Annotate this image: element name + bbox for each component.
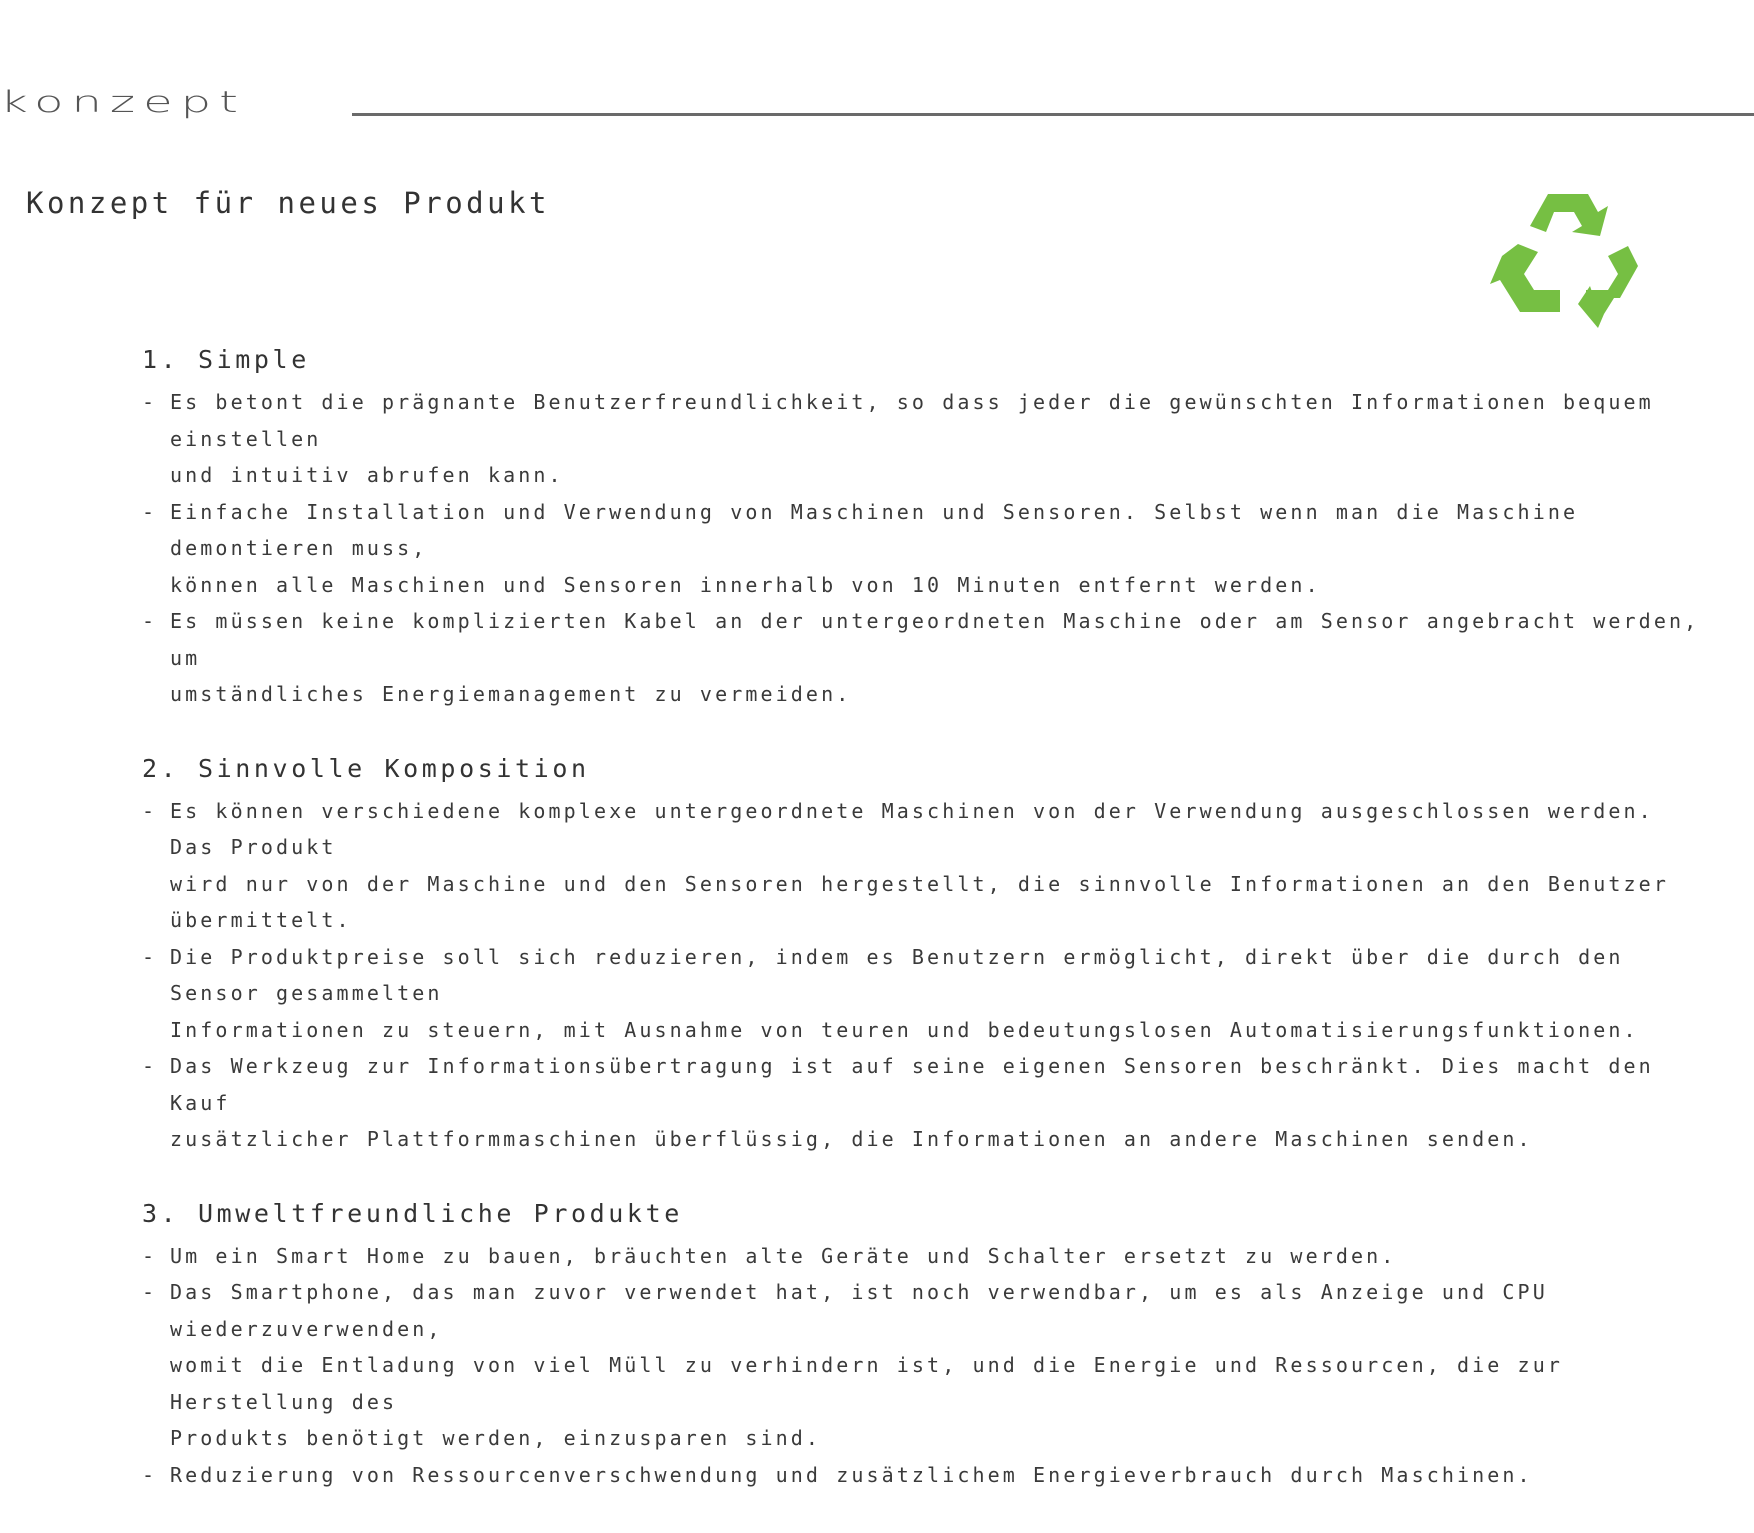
section-heading: 2. Sinnvolle Komposition bbox=[142, 753, 590, 783]
header-divider bbox=[352, 113, 1754, 116]
list-item: - Reduzierung von Ressourcenverschwendung und zusätzlichem Energieverbrauch durch Maschinen. bbox=[142, 1462, 1533, 1487]
list-item: - Das Werkzeug zur Informationsübertragung ist auf seine eigenen Sensoren beschränkt. Dies macht den Kauf zusätzlicher Plattformmaschinen überflüssig, die Informationen an andere Maschinen senden. bbox=[142, 1054, 1654, 1151]
list-item: - Es müssen keine komplizierten Kabel an der untergeordneten Maschine oder am Sensor angebracht werden, um umständliches Energiemanagement zu vermeiden. bbox=[142, 609, 1700, 706]
list-item: - Die Produktpreise soll sich reduzieren, indem es Benutzern ermöglicht, direkt über die durch den Sensor gesammelten Informationen zu steuern, mit Ausnahme von teuren und bedeutungslosen Automatisierungsfunktionen. bbox=[142, 944, 1639, 1042]
page-header bbox=[0, 82, 1754, 122]
concept-content bbox=[142, 344, 1702, 1533]
list-item: - Es betont die prägnante Benutzerfreundlichkeit, so dass jeder die gewünschten Informationen bequem einstellen und intuitiv abrufen kann. bbox=[142, 390, 1654, 487]
list-item: - Das Smartphone, das man zuvor verwendet hat, ist noch verwendbar, um es als Anzeige und CPU wiederzuverwenden, womit die Entladung von viel Müll zu verhindern ist, und die Energie und Ressourcen, die zur Herstellung des Produkts benötigt werden, einzusparen sind. bbox=[142, 1280, 1563, 1450]
recycle-icon bbox=[1490, 186, 1638, 328]
list-item: - Um ein Smart Home zu bauen, bräuchten alte Geräte und Schalter ersetzt zu werden. bbox=[142, 1243, 1397, 1268]
header-title: konzept bbox=[0, 84, 246, 120]
section-simple bbox=[142, 344, 1702, 713]
section-composition bbox=[142, 753, 1702, 1158]
section-eco-products bbox=[142, 1198, 1702, 1494]
section-heading: 3. Umweltfreundliche Produkte bbox=[142, 1198, 683, 1228]
list-item: - Es können verschiedene komplexe untergeordnete Maschinen von der Verwendung ausgeschlossen werden. Das Produkt wird nur von der Maschine und den Sensoren hergestellt, die sinnvolle Informationen an den Benutzer übermittelt. bbox=[142, 798, 1669, 932]
list-item: - Einfache Installation und Verwendung von Maschinen und Sensoren. Selbst wenn man die Maschine demontieren muss, können alle Maschinen und Sensoren innerhalb von 10 Minuten entfernt werden. bbox=[142, 499, 1579, 597]
page-subtitle: Konzept für neues Produkt bbox=[26, 186, 550, 220]
section-heading: 1. Simple bbox=[142, 345, 310, 374]
